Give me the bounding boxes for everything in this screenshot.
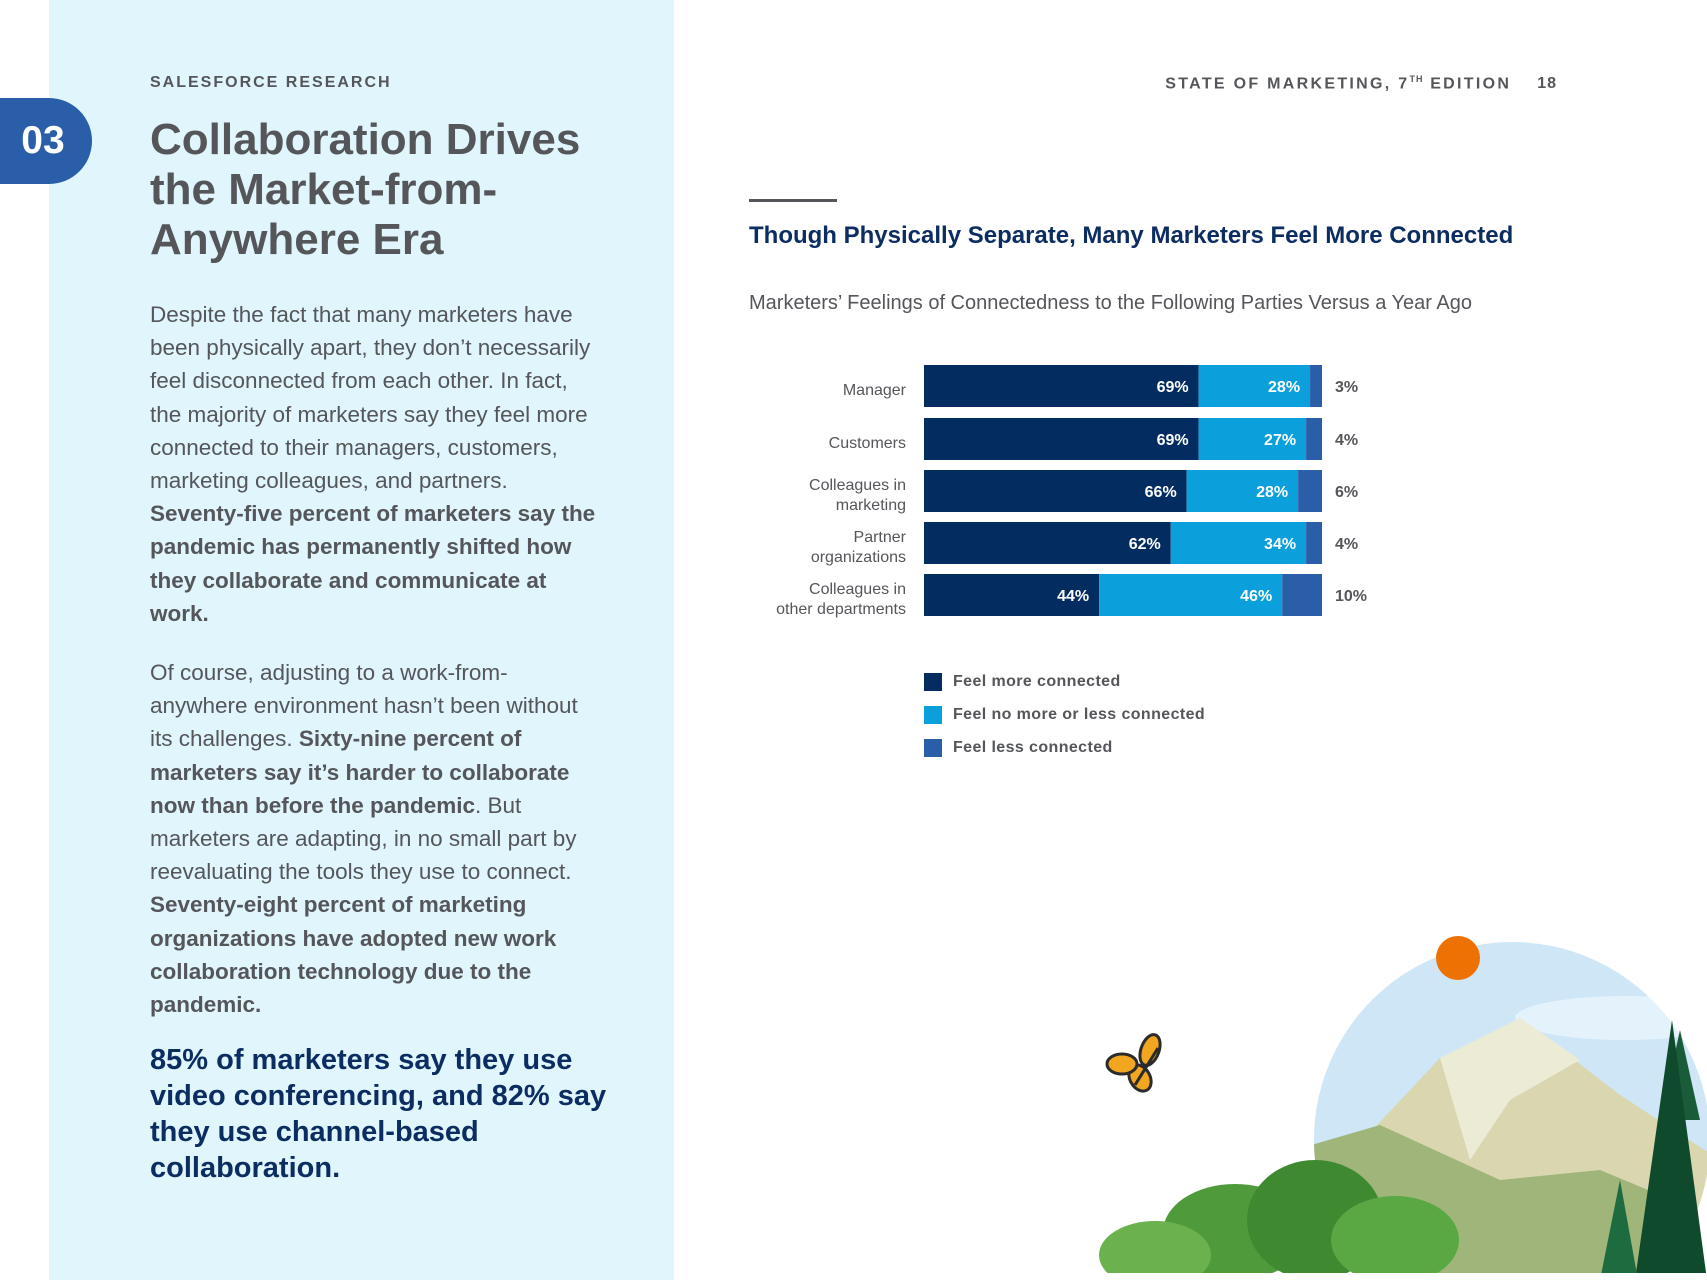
data-label: 69% [1156, 379, 1189, 396]
legend-label: Feel more connected [953, 672, 1121, 690]
paragraph-2-emphasis-1: Sixty-nine percent of marketers say it’s harder to collaborate now than before the pandemic [150, 726, 570, 818]
chapter-number: 03 [21, 119, 65, 162]
legend-swatch [924, 673, 942, 691]
data-label: 10% [1335, 588, 1368, 605]
data-label: 69% [1156, 432, 1189, 449]
bar-segment [1310, 365, 1322, 407]
legend-item [924, 665, 1205, 698]
category-label-line: marketing [835, 497, 906, 514]
category-label [809, 477, 906, 514]
category-label-line: Colleagues in [809, 477, 906, 494]
chart-title: Though Physically Separate, Many Marketers Feel More Connected [749, 222, 1514, 249]
legend-item [924, 731, 1205, 764]
bar-segment [1298, 470, 1322, 512]
bar-segment [1306, 418, 1322, 460]
sun-icon [1436, 936, 1480, 980]
data-label: 6% [1335, 484, 1359, 501]
category-label-line: Manager [842, 382, 906, 399]
bar-segment [1306, 522, 1322, 564]
paragraph-2-text-1: Of course, adjusting to a work-from-anywhere environment hasn’t been without its challenges. [150, 660, 578, 752]
category-label [776, 581, 906, 618]
page-title: Collaboration Drives the Market-from-Anywhere Era [150, 115, 581, 264]
callout-stat: 85% of marketers say they use video conferencing, and 82% say they use channel-based collaboration. [150, 1044, 607, 1184]
category-label-line: Colleagues in [809, 581, 906, 598]
data-label: 62% [1128, 536, 1161, 553]
data-label: 34% [1264, 536, 1297, 553]
butterfly-icon [1107, 1032, 1164, 1095]
page-number: 18 [1537, 75, 1557, 93]
category-label [811, 529, 907, 566]
paragraph-2-emphasis-2: Seventy-eight percent of marketing organizations have adopted new work collaboration technology due to the pandemic. [150, 892, 557, 1018]
category-label-line: Customers [828, 435, 906, 452]
legend-swatch [924, 706, 942, 724]
category-label-line: Partner [853, 529, 906, 546]
legend-label: Feel less connected [953, 738, 1113, 756]
legend-item [924, 698, 1205, 731]
category-label-line: other departments [776, 601, 906, 618]
category-label [843, 382, 907, 399]
category-label [829, 435, 906, 452]
report-title-superscript: TH [1409, 74, 1424, 84]
data-label: 27% [1264, 432, 1297, 449]
report-title-end: EDITION [1423, 75, 1512, 93]
data-label: 4% [1335, 536, 1359, 553]
chart-subtitle: Marketers’ Feelings of Connectedness to the Following Parties Versus a Year Ago [749, 292, 1472, 314]
paragraph-2-text-2: . But marketers are adapting, in no small part by reevaluating the tools they use to connect. [150, 792, 577, 885]
data-label: 28% [1268, 379, 1301, 396]
data-label: 28% [1256, 484, 1289, 501]
category-label-line: organizations [810, 549, 906, 566]
data-label: 44% [1057, 588, 1090, 605]
paragraph-1-emphasis: Seventy-five percent of marketers say the pandemic has permanently shifted how they collaborate and communicate at work. [150, 501, 596, 626]
paragraph-1-text: Despite the fact that many marketers have been physically apart, they don’t necessarily feel disconnected from each other. In fact, the majority of marketers say they feel more connected to their managers, customers, marketing colleagues, and partners. [150, 302, 591, 494]
legend-swatch [924, 739, 942, 757]
data-label: 46% [1240, 588, 1273, 605]
bush-icon [1331, 1196, 1459, 1280]
report-title: STATE OF MARKETING, 7 [1165, 75, 1410, 93]
bar-segment [1282, 574, 1322, 616]
data-label: 66% [1144, 484, 1177, 501]
landscape-illustration [1060, 930, 1707, 1280]
legend-label: Feel no more or less connected [953, 705, 1206, 723]
data-label: 4% [1335, 432, 1359, 449]
section-label: SALESFORCE RESEARCH [150, 74, 392, 91]
chart-legend [924, 665, 1205, 764]
data-label: 3% [1335, 379, 1359, 396]
